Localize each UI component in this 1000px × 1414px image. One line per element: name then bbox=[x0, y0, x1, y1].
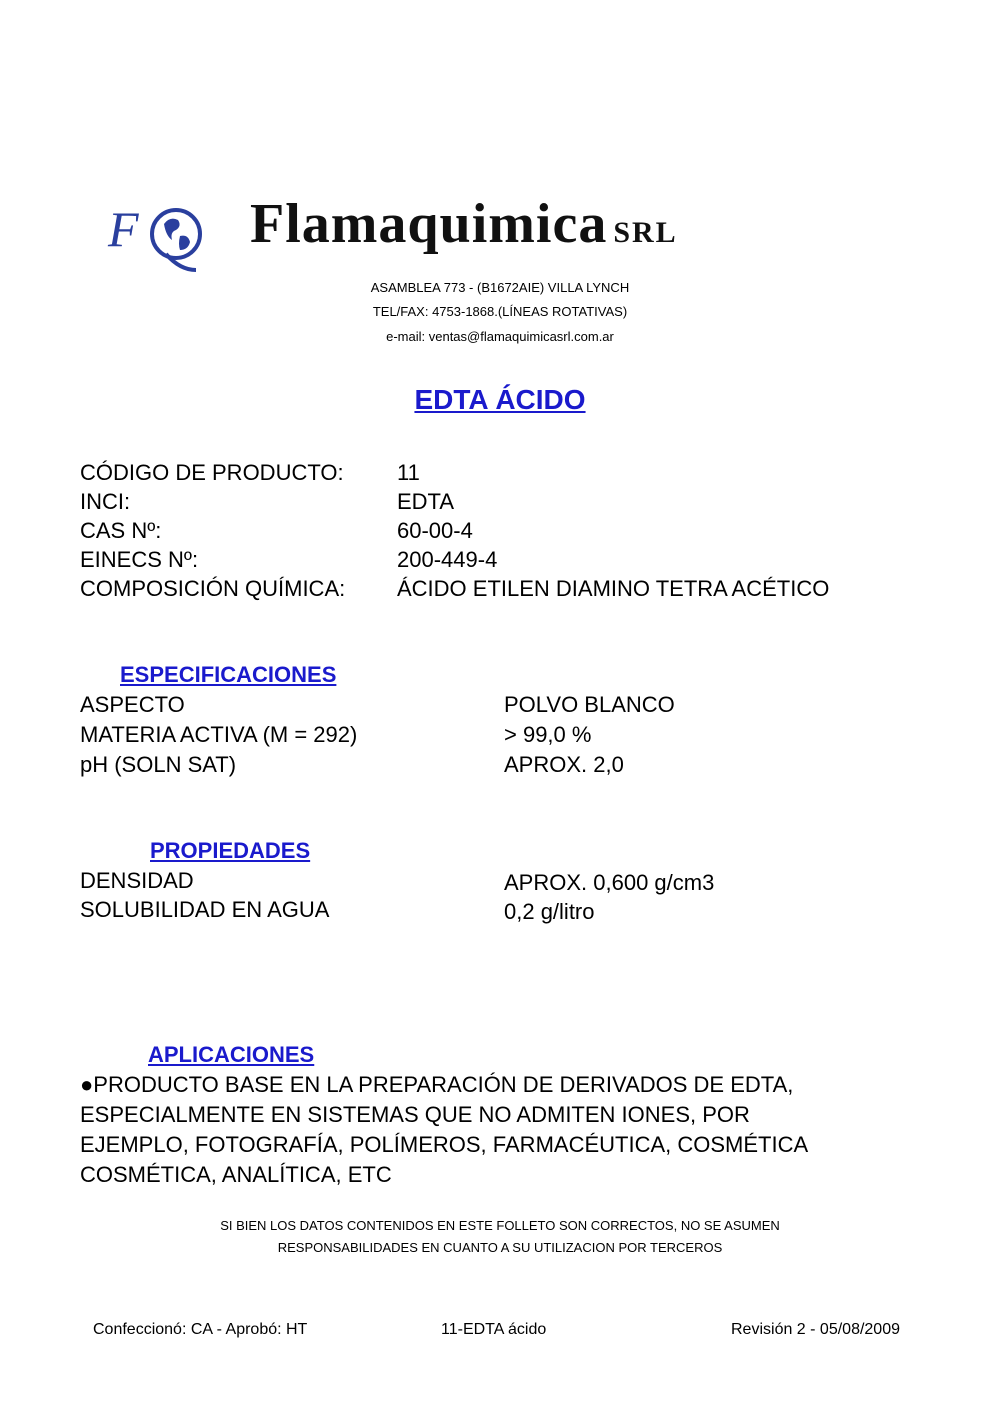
company-logo bbox=[106, 196, 206, 276]
spec-label: ASPECTO bbox=[80, 692, 185, 717]
disclaimer bbox=[0, 1215, 1000, 1259]
company-phone: TEL/FAX: 4753-1868.(LÍNEAS ROTATIVAS) bbox=[372, 304, 628, 319]
company-name bbox=[250, 192, 678, 256]
applications-heading: APLICACIONES bbox=[148, 1042, 315, 1067]
company-name-text: Flamaquimica bbox=[250, 193, 608, 255]
id-value: EDTA bbox=[397, 489, 455, 514]
product-title: EDTA ÁCIDO bbox=[414, 384, 586, 415]
applications-text bbox=[80, 1070, 900, 1190]
id-label: CAS Nº: bbox=[80, 518, 162, 543]
specifications-heading: ESPECIFICACIONES bbox=[120, 662, 337, 687]
spec-value: APROX. 2,0 bbox=[504, 752, 624, 777]
footer-document-id: 11-EDTA ácido bbox=[441, 1321, 547, 1338]
applications-line: EJEMPLO, FOTOGRAFÍA, POLÍMEROS, FARMACÉUTICA, COSMÉTICA bbox=[80, 1132, 809, 1157]
id-label: INCI: bbox=[80, 489, 131, 514]
spec-value: > 99,0 % bbox=[504, 722, 592, 747]
footer-author: Confeccionó: CA - Aprobó: HT bbox=[93, 1321, 308, 1338]
property-label: DENSIDAD bbox=[80, 868, 194, 893]
id-value: ÁCIDO ETILEN DIAMINO TETRA ACÉTICO bbox=[397, 576, 830, 601]
spec-value: POLVO BLANCO bbox=[504, 692, 675, 717]
property-value: 0,2 g/litro bbox=[504, 899, 595, 924]
applications-line: ESPECIALMENTE EN SISTEMAS QUE NO ADMITEN IONES, POR bbox=[80, 1102, 750, 1127]
id-label: CÓDIGO DE PRODUCTO: bbox=[80, 460, 344, 485]
company-suffix: SRL bbox=[613, 216, 678, 249]
id-value: 200-449-4 bbox=[397, 547, 498, 572]
globe-logo-icon bbox=[106, 196, 206, 276]
applications-line: ●PRODUCTO BASE EN LA PREPARACIÓN DE DERIVADOS DE EDTA, bbox=[80, 1072, 794, 1097]
properties-heading: PROPIEDADES bbox=[150, 838, 311, 863]
applications-line: COSMÉTICA, ANALÍTICA, ETC bbox=[80, 1162, 392, 1187]
spec-label: pH (SOLN SAT) bbox=[80, 752, 237, 777]
disclaimer-line: RESPONSABILIDADES EN CUANTO A SU UTILIZACION POR TERCEROS bbox=[277, 1240, 723, 1255]
footer-revision: Revisión 2 - 05/08/2009 bbox=[731, 1321, 900, 1338]
svg-text:F: F bbox=[108, 201, 139, 257]
company-email: e-mail: ventas@flamaquimicasrl.com.ar bbox=[386, 329, 614, 344]
id-label: COMPOSICIÓN QUÍMICA: bbox=[80, 576, 346, 601]
property-label: SOLUBILIDAD EN AGUA bbox=[80, 897, 330, 922]
id-label: EINECS Nº: bbox=[80, 547, 199, 572]
company-address: ASAMBLEA 773 - (B1672AIE) VILLA LYNCH bbox=[370, 280, 630, 295]
spec-label: MATERIA ACTIVA (M = 292) bbox=[80, 722, 358, 747]
property-value: APROX. 0,600 g/cm3 bbox=[504, 870, 715, 895]
id-value: 11 bbox=[397, 460, 420, 485]
id-value: 60-00-4 bbox=[397, 518, 473, 543]
disclaimer-line: SI BIEN LOS DATOS CONTENIDOS EN ESTE FOLLETO SON CORRECTOS, NO SE ASUMEN bbox=[220, 1218, 780, 1233]
